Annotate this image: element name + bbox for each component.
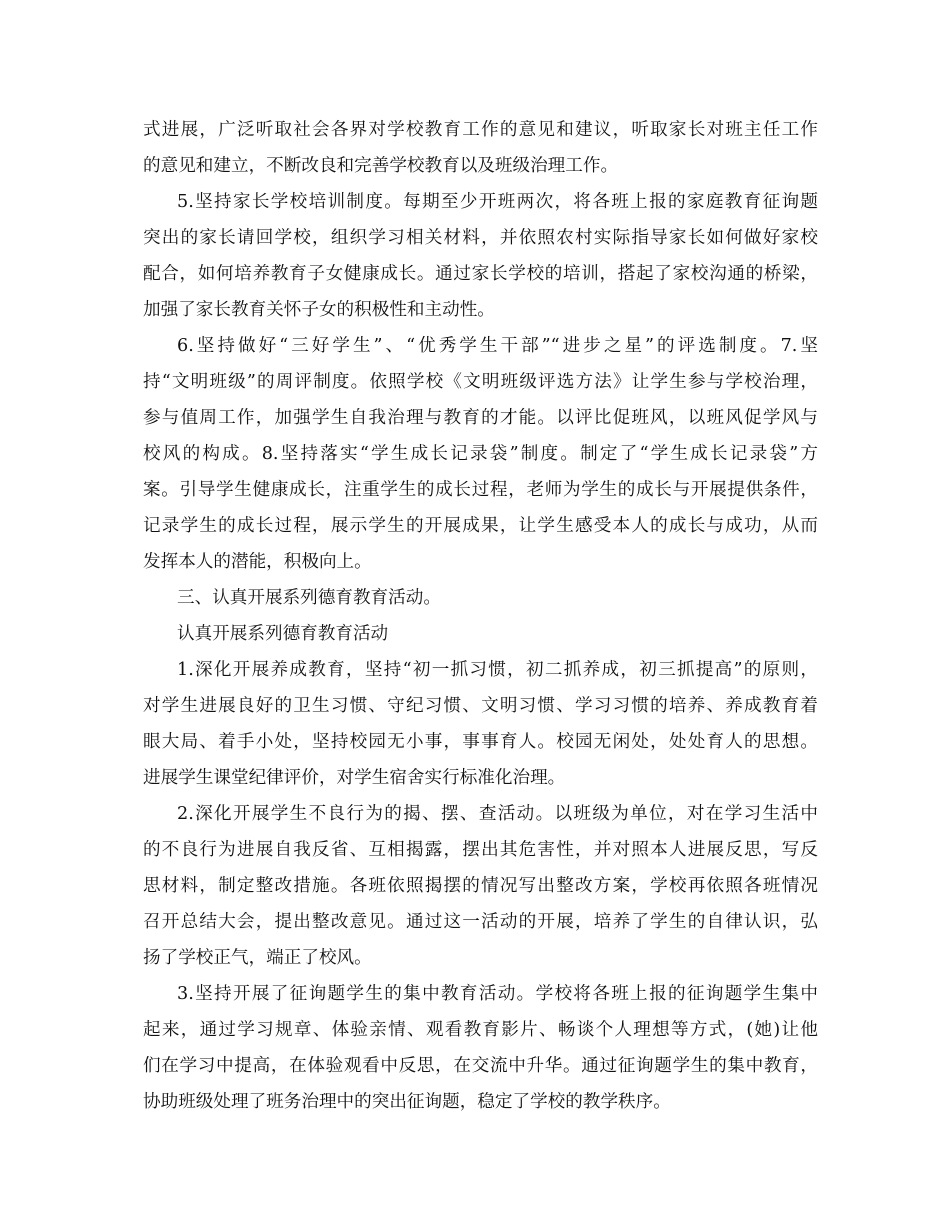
text-line: 6.坚持做好“三好学生”、“优秀学生干部”“进步之星”的评选制度。7.坚 <box>177 336 818 356</box>
text-line: 起来，通过学习规章、体验亲情、观看教育影片、畅谈个人理想等方式，(她)让他 <box>143 1020 818 1040</box>
text-line: 案。引导学生健康成长，注重学生的成长过程，老师为学生的成长与开展提供条件， <box>143 480 818 500</box>
text-line: 记录学生的成长过程，展示学生的开展成果，让学生感受本人的成长与成功，从而 <box>143 516 818 536</box>
text-line: 进展学生课堂纪律评价，对学生宿舍实行标准化治理。 <box>143 768 566 788</box>
text-line: 参与值周工作，加强学生自我治理与教育的才能。以评比促班风，以班风促学风与 <box>143 408 818 428</box>
text-line: 发挥本人的潜能，积极向上。 <box>143 552 372 572</box>
text-line: 3.坚持开展了征询题学生的集中教育活动。学校将各班上报的征询题学生集中 <box>177 984 818 1004</box>
text-line: 眼大局、着手小处，坚持校园无小事，事事育人。校园无闲处，处处育人的思想。 <box>143 732 818 752</box>
text-line: 认真开展系列德育教育活动 <box>177 624 389 644</box>
text-line: 5.坚持家长学校培训制度。每期至少开班两次，将各班上报的家庭教育征询题 <box>177 192 818 212</box>
text-line: 的意见和建立，不断改良和完善学校教育以及班级治理工作。 <box>143 156 619 176</box>
text-line: 协助班级处理了班务治理中的突出征询题，稳定了学校的教学秩序。 <box>143 1092 671 1112</box>
text-line: 1.深化开展养成教育，坚持“初一抓习惯，初二抓养成，初三抓提高”的原则， <box>177 660 818 680</box>
text-line: 突出的家长请回学校，组织学习相关材料，并依照农村实际指导家长如何做好家校 <box>143 228 818 248</box>
text-line: 持“文明班级”的周评制度。依照学校《文明班级评选方法》让学生参与学校治理， <box>143 372 818 392</box>
document-body <box>143 112 818 1120</box>
text-line: 扬了学校正气，端正了校风。 <box>143 948 372 968</box>
text-line: 三、认真开展系列德育教育活动。 <box>177 588 441 608</box>
text-line: 的不良行为进展自我反省、互相揭露，摆出其危害性，并对照本人进展反思，写反 <box>143 840 818 860</box>
text-line: 式进展，广泛听取社会各界对学校教育工作的意见和建议，听取家长对班主任工作 <box>143 120 818 140</box>
text-line: 思材料，制定整改措施。各班依照揭摆的情况写出整改方案，学校再依照各班情况 <box>143 876 818 896</box>
text-line: 配合，如何培养教育子女健康成长。通过家长学校的培训，搭起了家校沟通的桥梁， <box>143 264 818 284</box>
text-line: 对学生进展良好的卫生习惯、守纪习惯、文明习惯、学习习惯的培养、养成教育着 <box>143 696 818 716</box>
text-line: 加强了家长教育关怀子女的积极性和主动性。 <box>143 300 495 320</box>
text-line: 2.深化开展学生不良行为的揭、摆、查活动。以班级为单位，对在学习生活中 <box>177 804 818 824</box>
text-line: 召开总结大会，提出整改意见。通过这一活动的开展，培养了学生的自律认识，弘 <box>143 912 818 932</box>
text-line: 们在学习中提高，在体验观看中反思，在交流中升华。通过征询题学生的集中教育， <box>143 1056 818 1076</box>
text-line: 校风的构成。8.坚持落实“学生成长记录袋”制度。制定了“学生成长记录袋”方 <box>143 444 818 464</box>
